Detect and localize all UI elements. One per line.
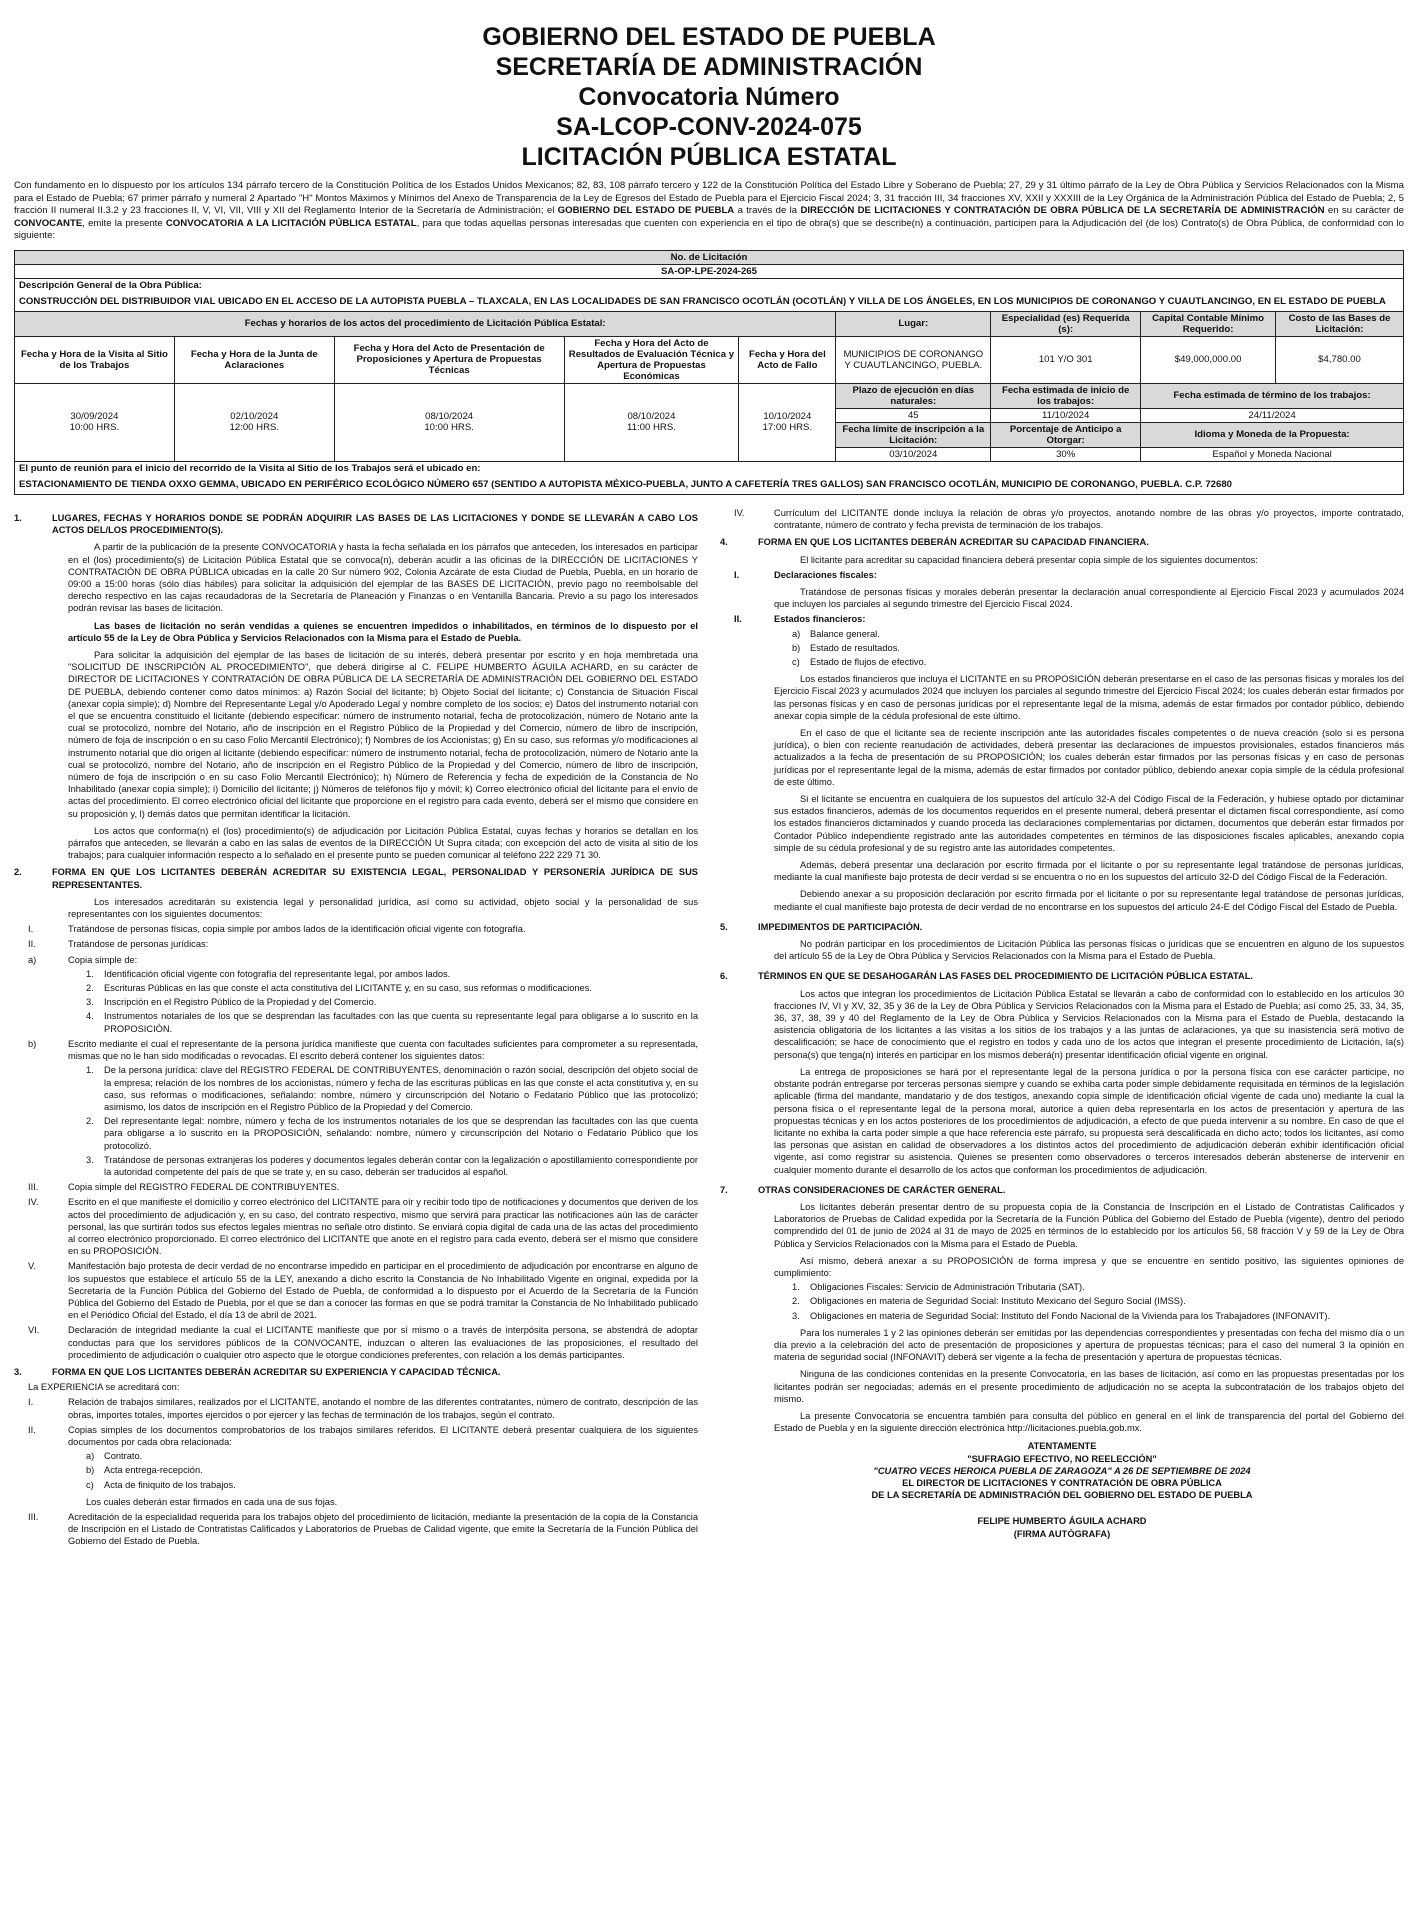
section-3-ii-b <box>86 1464 698 1476</box>
item-text: De la persona jurídica: clave del REGISTRO FEDERAL DE CONTRIBUYENTES, denominación o razón social, descripción del objeto social de la empresa; relación de los nombres de los accionistas, número y fecha de las escrituras públicas en las que conste el acta constitutiva y, en su caso, sus reformas o modificaciones, señalando: nombre, número y circunscripción del Notario o Fedatario Público que las protocolizó; asimismo, los datos de inscripción en el Registro Público de la Propiedad y del Comercio. <box>104 1065 698 1112</box>
roman-marker: II. <box>734 614 742 625</box>
section-5-p1: No podrán participar en los procedimientos de Licitación Pública las personas físicas o jurídicas que se encuentren en alguno de los supuestos del artículo 55 de la Ley de Obra Pública y Servicios Relacionados con la Misma para el Estado de Puebla. <box>774 939 1404 962</box>
roman-marker: II. <box>28 1424 36 1435</box>
col-fallo-header: Fecha y Hora del Acto de Fallo <box>739 336 836 383</box>
letter-marker: b) <box>86 1465 95 1476</box>
section-5-heading <box>720 921 1404 933</box>
section-1-p4: Los actos que conforma(n) el (los) procedimiento(s) de adjudicación por Licitación Pública Estatal, cuyas fechas y horarios se detallan en los párrafos que anteceden, se llevarán a cabo en las salas de eventos de la DIRECCIÓN Ut Supra citada; con excepción del acto de visita al sitio de los trabajos; para cualquier información respecto a lo señalado en el presente punto se pueden comunicar al teléfono 222 229 71 30. <box>68 825 698 861</box>
section-2-item-ii <box>28 938 698 950</box>
item-text: Tratándose de personas jurídicas: <box>68 939 209 950</box>
col-junta-header: Fecha y Hora de la Junta de Aclaraciones <box>174 336 334 383</box>
especialidad-value: 101 Y/O 301 <box>991 336 1141 383</box>
junta-fecha: 02/10/2024 <box>230 411 279 423</box>
section-4-item-ii <box>734 613 1404 625</box>
item-text: Copia simple del REGISTRO FEDERAL DE CONTRIBUYENTES. <box>68 1182 340 1193</box>
punto-reunion-label: El punto de reunión para el inicio del recorrido de la Visita al Sitio de los Trabajos será el ubicado en: <box>15 461 1404 475</box>
section-2-heading <box>14 866 698 890</box>
item-text: Estado de flujos de efectivo. <box>810 657 927 667</box>
item-text: Copias simples de los documentos comprobatorios de los trabajos similares referidos. El LICITANTE deberá presentar cualquiera de los siguientes documentos por cada obra relacionada: <box>68 1424 698 1447</box>
anticipo-value: 30% <box>991 447 1141 461</box>
section-4-p1: El licitante para acreditar su capacidad financiera deberá presentar copia simple de los siguientes documentos: <box>800 554 1258 565</box>
signature-motto: "SUFRAGIO EFECTIVO, NO REELECCIÓN" <box>967 1453 1157 1464</box>
section-3-ii-c <box>86 1479 698 1491</box>
visita-fecha: 30/09/2024 <box>70 411 119 423</box>
section-6-p1: Los actos que integran los procedimientos de Licitación Pública Estatal se llevarán a cabo de conformidad con lo establecido en los artículos 30 fracciones IV, VI y XV, 32, 35 y 36 de la Ley de Obra Pública y Servicios Relacionados con la Misma para el Estado de Puebla; así como 25, 33, 34, 35, 36, 37, 38, 39 y 40 del Reglamento de la Ley de Obra Pública y Servicios Relacionados con la Misma para el Estado de Puebla, destacando la asistencia obligatoria de los licitantes a las visitas a los sitios de los trabajos y a las juntas de aclaraciones, ya que su inasistencia será motivo de descalificación; se hace de conocimiento que el registro en todos y cada uno de los actos que integran el presente procedimiento de Licitación, la(s) persona(s) que tenga(n) interés en participar en los mismos deberá(n) presentar identificación oficial vigente en original. <box>774 988 1404 1060</box>
fallo-cell <box>739 383 836 461</box>
letter-marker: b) <box>28 1038 37 1049</box>
section-1-number: 1. <box>14 512 22 523</box>
item-text: Escrito mediante el cual el representante de la persona jurídica manifieste que cuenta con facultades suficientes para comprometer a su representada, mismas que no le han sido modificadas o revocadas. El escrito deberá contener los siguientes datos: <box>68 1038 698 1062</box>
presentacion-fecha: 08/10/2024 <box>425 411 474 423</box>
number-marker: 3. <box>86 997 94 1008</box>
section-2-item-i <box>28 923 698 935</box>
number-marker: 2. <box>86 1116 94 1127</box>
signature-note: (FIRMA AUTÓGRAFA) <box>1013 1528 1111 1539</box>
signature-place-date <box>720 1465 1404 1477</box>
section-2-item-iv <box>28 1196 698 1257</box>
intro-bold-1: GOBIERNO DEL ESTADO DE PUEBLA <box>557 205 735 217</box>
section-4-p6: Además, deberá presentar una declaración por escrito firmada por el licitante o por su representante legal tratándose de personas jurídicas, mediante la cual manifieste bajo protesta de decir verdad si se encuentra o no en los supuestos del artículo 32-D del Código Fiscal de la Federación. <box>774 860 1404 883</box>
licitacion-table <box>14 250 1404 495</box>
item-text: Contrato. <box>104 1451 143 1462</box>
section-6-number: 6. <box>720 971 728 982</box>
intro-paragraph <box>14 180 1404 243</box>
no-licitacion-value: SA-OP-LPE-2024-265 <box>15 264 1404 278</box>
section-3-p1 <box>28 1381 698 1393</box>
intro-text-3: en su carácter de <box>1324 205 1405 217</box>
item-text: Del representante legal: nombre, número y fecha de los instrumentos notariales de los que se desprendan las facultades con las que cuenta para obligarse a lo suscrito en la PROPOSICIÓN, señalando: nombre, número y circunscripción del Notario o Fedatario Público que los protocolizó. <box>104 1116 698 1151</box>
section-5-number: 5. <box>720 921 728 932</box>
section-7-heading <box>720 1184 1404 1196</box>
number-marker: 3. <box>86 1154 94 1165</box>
header-licitacion-type: LICITACIÓN PÚBLICA ESTATAL <box>521 143 897 171</box>
section-3-p2: Los cuales deberán estar firmados en cada una de sus fojas. <box>86 1496 338 1507</box>
punto-reunion-value: ESTACIONAMIENTO DE TIENDA OXXO GEMMA, UBICADO EN PERIFÉRICO ECOLÓGICO NÚMERO 657 (SENTIDO A AUTOPISTA MÉXICO-PUEBLA, JUNTO A CAFETERÍA TRES GALLOS) SAN FRANCISCO OCOTLÁN, MUNICIPIO DE CORONANGO, PUEBLA. C.P. 72680 <box>15 475 1404 495</box>
lugar-label: Lugar: <box>836 311 991 336</box>
limite-inscripcion-label: Fecha límite de inscripción a la Licitación: <box>836 422 991 447</box>
section-4-p2: Tratándose de personas físicas y morales deberán presentar la declaración anual correspondiente al Ejercicio Fiscal 2023 y acumulados 2024 que incluyen los parciales al segundo trimestre del Ejercicio Fiscal 2024. <box>774 586 1404 610</box>
item-text: Inscripción en el Registro Público de la Propiedad y del Comercio. <box>104 997 377 1008</box>
item-text: Acreditación de la especialidad requerida para los trabajos objeto del procedimiento de licitación, mediante la presentación de la copia de la Constancia de Inscripción en el Listado de Contratistas Calificados y Laboratorios de Pruebas de Calidad vigente, que emite la Secretaría de la Función Pública del Gobierno del Estado de Puebla. <box>68 1512 698 1547</box>
item-text: Balance general. <box>810 628 880 639</box>
letter-marker: c) <box>792 657 800 667</box>
roman-marker: I. <box>28 1397 34 1408</box>
section-4-ii-c <box>792 656 1404 668</box>
item-text: Identificación oficial vigente con fotografía del representante legal, por ambos lados. <box>104 968 451 979</box>
intro-text-1: Con fundamento en lo dispuesto por los artículos 134 párrafo tercero de la Constitución Política de los Estados Unidos Mexicanos; 82, 83, 108 párrafo tercero y 122 de la Constitución Política del Estado Libre y Soberano de Puebla; 27, 29 y 31 último párrafo de la Ley de Obra Pública y Servicios Relacionados con la Misma para el Estado de Puebla; 67 primer párrafo y numeral 2 Apartado "H" Montos Máximos y Mínimos del Anexo de Transparencia de la Ley de Egresos del Estado de Puebla para el Ejercicio Fiscal 2024; 3, 31 fracción III, 34 fracciones XV, XXII y XXXIII de la Ley Orgánica de la Administración Pública del Estado de Puebla; 2, 5 fracción II numeral II.3.2 y 23 fracciones II, V, VI, VII, VIII y XII del Reglamento Interior de la Secretaría de Administración; el <box>14 180 1404 217</box>
signature-spacer <box>720 1501 1404 1515</box>
section-1-p1: A partir de la publicación de la presente CONVOCATORIA y hasta la fecha señalada en los párrafos que anteceden, los interesados en participar en el (los) procedimiento(s) de Licitación Pública Estatal que se convoca(n), deberán acudir a las oficinas de la DIRECCIÓN DE LICITACIONES Y CONTRATACIÓN DE OBRA PÚBLICA ubicadas en la calle 20 Sur número 902, Colonia Azcárate de esta Ciudad de Puebla, Puebla, en un horario de 09:00 a 15:00 horas (sólo días hábiles) para solicitar la adquisición del ejemplar de las BASES DE LICITACIÓN, previo pago no reembolsable del derecho respectivo en las cajas recaudadoras de la Secretaría de Planeación y Finanzas o en Ventanilla Bancaria. Previo a su pago los interesados podrán revisar las bases de licitación. <box>68 542 698 614</box>
number-marker: 2. <box>792 1296 800 1307</box>
item-text: La EXPERIENCIA se acreditará con: <box>28 1382 180 1393</box>
section-6-heading <box>720 970 1404 982</box>
item-text: Instrumentos notariales de los que se desprendan las facultades con las que cuenta su representante legal para obligarse a lo suscrito en la PROPOSICIÓN. <box>104 1011 698 1034</box>
intro-bold-4: CONVOCATORIA A LA LICITACIÓN PÚBLICA ESTATAL <box>165 217 417 229</box>
section-4-p7: Debiendo anexar a su proposición declaración por escrito firmada por el licitante o por su representante legal tratándose de personas jurídicas, mediante el cual manifieste bajo protesta de decir verdad de no encontrarse en los supuestos del artículo 24-E del Código Fiscal del Estado de Puebla. <box>774 889 1404 912</box>
resultados-cell <box>564 383 739 461</box>
section-4-ii-a <box>792 628 1404 640</box>
section-1-heading <box>14 512 698 536</box>
section-2-b-1 <box>86 1064 698 1113</box>
item-text: Acta de finiquito de los trabajos. <box>104 1479 236 1490</box>
item-text: Tratándose de personas físicas, copia simple por ambos lados de la identificación oficial vigente con fotografía. <box>68 924 526 935</box>
section-4-heading <box>720 536 1404 548</box>
intro-text-4: , emite la presente <box>82 217 166 229</box>
resultados-fecha: 08/10/2024 <box>627 411 676 423</box>
capital-value: $49,000,000.00 <box>1141 336 1276 383</box>
letter-marker: a) <box>86 1451 95 1462</box>
idioma-value: Español y Moneda Nacional <box>1141 447 1404 461</box>
number-marker: 2. <box>86 983 94 994</box>
section-1-p3: Para solicitar la adquisición del ejemplar de las bases de licitación de su interés, deberá presentar por escrito y en hoja membretada una "SOLICITUD DE INSCRIPCIÓN AL PROCEDIMIENTO", que deberá dirigirse al C. FELIPE HUMBERTO ÁGUILA ACHARD, en su carácter de DIRECTOR DE LICITACIONES Y CONTRATACIÓN DE OBRA PÚBLICA DE LA SECRETARÍA DE ADMINISTRACIÓN DEL GOBIERNO DEL ESTADO DE PUEBLA, debiendo contener como datos mínimos: a) Razón Social del licitante; b) Objeto Social del licitante; c) Constancia de Situación Fiscal (anexar copia simple); d) Nombre del Representante Legal y/o Apoderado Legal y nombre completo de los socios; e) Datos del instrumento notarial con el que se encuentra constituido el licitante (debiendo especificar: número de instrumento notarial, fecha de protocolización, número de Notario ante la cual se protocolizó, nombre del Notario, año de inscripción en el Registro Público de la Propiedad y del Comercio, número de libro de inscripción, número de foja de inscripción o en su caso Folio Mercantil Electrónico); f) Nombres de los Accionistas; g) En su caso, sus reformas y/o modificaciones al instrumento notarial que dio origen al licitante (debiendo especificar: número de instrumento notarial, fecha de protocolización, número de Notario ante la cual se protocolizó, nombre del Notario, año de inscripción en el Registro Público de la Propiedad y del Comercio, número de libro de inscripción, número de foja de inscripción o en su caso Folio Mercantil Electrónico); h) Número de Referencia y fecha de expedición de la Constancia de No Inhabilitado (anexar copia simple); i) Domicilio del licitante; j) Números de teléfonos fijo y móvil; k) Correo electrónico oficial del licitante para el envío de actas del procedimiento. El correo electrónico oficial del licitante que proporcione en el registro para cada evento, deberá ser el mismo que considere en su proposición y, l) demás datos que permitan identificar la licitación. <box>68 650 698 819</box>
section-2-item-vi <box>28 1324 698 1361</box>
number-marker: 1. <box>792 1282 800 1293</box>
section-2-item-v <box>28 1260 698 1321</box>
costo-bases-label: Costo de las Bases de Licitación: <box>1276 311 1404 336</box>
section-2-item-b <box>28 1038 698 1062</box>
especialidad-label: Especialidad (es) Requerida (s): <box>991 311 1141 336</box>
section-5-title: IMPEDIMENTOS DE PARTICIPACIÓN. <box>758 921 923 932</box>
header-secretaria: SECRETARÍA DE ADMINISTRACIÓN <box>495 53 923 81</box>
section-7-title: OTRAS CONSIDERACIONES DE CARÁCTER GENERAL. <box>758 1184 1006 1195</box>
section-7-p1: Los licitantes deberán presentar dentro de su propuesta copia de la Constancia de Inscripción en el Listado de Contratistas Calificados y Laboratorios de Pruebas de Calidad expedida por la Secretaría de la Función Pública del Gobierno del Estado de Puebla (vigente), dentro del periodo comprendido del 01 de junio de 2024 al 31 de mayo de 2025 en términos de lo establecido por los artículos 56, 58 fracción V y 59 de la Ley de Obra Pública y Servicios Relacionados con la Misma para el Estado de Puebla. <box>774 1201 1404 1249</box>
plazo-value: 45 <box>836 408 991 422</box>
item-text: Acta entrega-recepción. <box>104 1465 203 1476</box>
item-text: Escrito en el que manifieste el domicilio y correo electrónico del LICITANTE para oír y recibir todo tipo de notificaciones y documentos que deriven de los actos del procedimiento de adjudicación y, en su caso, del contrato respectivo, mismo que servirá para practicar las notificaciones aún las de carácter personal, las que surtirán todos sus efectos legales mientras no señale otro distinto. Se enviará copia digital de cada una de las actas del procedimiento al correo electrónico proporcionado. El correo electrónico del LICITANTE que anote en el registro para cada evento, deberá ser el mismo que considere en su PROPOSICIÓN. <box>68 1197 698 1257</box>
signature-place-date-text: "CUATRO VECES HEROICA PUEBLA DE ZARAGOZA" A 26 DE SEPTIEMBRE DE 2024 <box>873 1465 1251 1476</box>
section-7-p3: Para los numerales 1 y 2 las opiniones deberán ser emitidas por las dependencias correspondientes y presentadas con fecha del mismo día o un día previo a la celebración del acto de presentación de proposiciones y apertura de propuestas técnicas; para el caso del numeral 3 la opinión en materia de seguridad social (INFONAVIT) deberá ser vigente a la fecha de presentación y apertura de propuestas técnicas. <box>774 1327 1404 1363</box>
fallo-fecha: 10/10/2024 <box>763 411 812 423</box>
col-presentacion-header: Fecha y Hora del Acto de Presentación de Proposiciones y Apertura de Propuestas Técnicas <box>334 336 564 383</box>
signature-atentamente: ATENTAMENTE <box>1027 1441 1097 1452</box>
item-text: Obligaciones Fiscales: Servicio de Administración Tributaria (SAT). <box>810 1282 1085 1293</box>
header-convocatoria-number: SA-LCOP-CONV-2024-075 <box>556 113 862 141</box>
section-3-number: 3. <box>14 1366 22 1377</box>
section-3-item-i <box>28 1396 698 1420</box>
roman-marker: III. <box>28 1182 39 1193</box>
intro-bold-3: CONVOCANTE <box>14 217 83 229</box>
no-licitacion-label: No. de Licitación <box>15 250 1404 264</box>
section-4-p4: En el caso de que el licitante sea de reciente inscripción ante las autoridades fiscales competentes o de nueva creación (solo si es persona jurídica), o bien con reciente reanudación de actividades, deberá presentar las declaraciones de impuestos provisionales, estados financieros más actualizados a la fecha de presentación de su PROPOSICIÓN; los cuales deberán estar firmados por las personas físicas y en caso de personas jurídicas por el representante legal de la misma, además de estar firmados por contador público, debiendo anexar copia simple de la cédula profesional de este último. <box>774 728 1404 787</box>
section-3-ii-a <box>86 1450 698 1462</box>
signature-block <box>720 1440 1404 1539</box>
section-2-a-3 <box>86 996 698 1008</box>
presentacion-cell <box>334 383 564 461</box>
col-resultados-header: Fecha y Hora del Acto de Resultados de Evaluación Técnica y Apertura de Propuestas Económicas <box>564 336 739 383</box>
section-7-op-3 <box>792 1310 1404 1322</box>
item-text: Currículum del LICITANTE donde incluya la relación de obras y/o proyectos, anotando nombre de las obras y/o proyectos, importe contratado, contratante, número de contrato y fecha prevista de terminación de los trabajos. <box>774 507 1404 531</box>
section-6-p2: La entrega de proposiciones se hará por el representante legal de la persona jurídica o por la persona física con ese carácter participe, no obstante podrán entregarse por terceras personas siempre y cuando se exhiba carta poder simple debidamente requisitada en términos de la legislación aplicable (firma del mandante, mandatario y de dos testigos, anexando copia simple de identificación oficial vigente de cada uno) mediante la cual la persona física o el representante legal de la persona moral, autorice a quien deba representarla en los actos de presentación y apertura de las propuestas técnicas y en los actos posteriores de los procedimientos de adjudicación, a efecto de que pueda intervenir a su nombre. En caso de que el licitante no exhiba la carta poder simple a que hace referencia este párrafo, su propuesta será descalificada en dicho acto; todos los licitantes, así como las personas que asistan en calidad de observadores a los distintos actos del procedimiento de adjudicación deberán exhibir identificación oficial vigente, así como registrar su asistencia. Quienes se presenten como observadores o terceros interesados deberán abstenerse de intervenir en cualquier momento durante el desarrollo de los actos que conforman los procedimientos de adjudicación. <box>774 1066 1404 1175</box>
header-government: GOBIERNO DEL ESTADO DE PUEBLA <box>482 23 936 51</box>
section-2-number: 2. <box>14 867 22 878</box>
section-4-number: 4. <box>720 537 728 548</box>
fechas-label: Fechas y horarios de los actos del procedimiento de Licitación Pública Estatal: <box>15 311 836 336</box>
item-text: Tratándose de personas extranjeras los poderes y documentos legales deberán contar con la legalización o apostillamiento correspondiente por la autoridad competente del país de que se trate y, en su caso, deberán ser traducidos al español. <box>104 1154 698 1177</box>
inicio-value: 11/10/2024 <box>991 408 1141 422</box>
section-2-b-2 <box>86 1115 698 1152</box>
item-text: Manifestación bajo protesta de decir verdad de no encontrarse impedido en participar en el procedimiento de adjudicación por encontrarse en alguno de los supuestos que establece el artículo 55 de la LEY, anexando a dicho escrito la Constancia de No Inhabilitado Vigente en original, expedida por la Secretaría de la Función Pública del Gobierno del Estado de Puebla, de conformidad a lo dispuesto por el Acuerdo de la Secretaría de la Función Pública del Gobierno del Estado de Puebla, por el que se dan a conocer las formas en que se podrá tramitar la Constancia de No Inhabilitado publicado en el Periódico Oficial del Estado, el día 13 de abril de 2021. <box>68 1261 698 1321</box>
intro-text-5: , para que todas aquellas personas interesadas que cuenten con experiencia en el tipo de obra(s) que se describe(n) a continuación, participen para la Adjudicación del (de los) Contrato(s) de Obra Pública, de conformidad con lo siguiente: <box>14 217 1405 242</box>
section-3-item-iv <box>734 507 1404 531</box>
number-marker: 4. <box>86 1011 94 1022</box>
presentacion-hora: 10:00 HRS. <box>424 422 474 434</box>
roman-marker: III. <box>28 1512 39 1522</box>
roman-marker: V. <box>28 1261 36 1272</box>
section-2-title: FORMA EN QUE LOS LICITANTES DEBERÁN ACREDITAR SU EXISTENCIA LEGAL, PERSONALIDAD Y PERSONERÍA JURÍDICA DE SUS REPRESENTANTES. <box>52 867 698 890</box>
roman-marker: II. <box>28 939 36 950</box>
roman-marker: VI. <box>28 1325 40 1336</box>
item-text: Relación de trabajos similares, realizados por el LICITANTE, anotando el nombre de las diferentes contratantes, número de contrato, descripción de las obras, importes totales, importes ejercidos o por ejercer y las fechas de terminación de los trabajos, según el contrato. <box>68 1397 698 1420</box>
section-2-item-iii <box>28 1181 698 1193</box>
section-2-a-4 <box>86 1010 698 1034</box>
roman-marker: I. <box>734 569 740 580</box>
termino-label: Fecha estimada de término de los trabajos: <box>1141 383 1404 408</box>
body-columns <box>14 507 1404 1548</box>
intro-text-2: a través de la <box>734 205 801 217</box>
capital-label: Capital Contable Mínimo Requerido: <box>1141 311 1276 336</box>
signature-name: FELIPE HUMBERTO ÁGUILA ACHARD <box>977 1516 1147 1527</box>
number-marker: 1. <box>86 1065 94 1076</box>
junta-cell <box>174 383 334 461</box>
right-column <box>720 507 1404 1548</box>
descripcion-label: Descripción General de la Obra Pública: <box>15 278 1404 292</box>
section-1-title: LUGARES, FECHAS Y HORARIOS DONDE SE PODRÁN ADQUIRIR LAS BASES DE LAS LICITACIONES Y DONDE SE LLEVARÁN A CABO LOS ACTOS DEL/LOS PROCEDIMIENTO(S). <box>52 512 698 536</box>
item-text: Estado de resultados. <box>810 642 900 653</box>
section-2-a-1 <box>86 968 698 980</box>
section-6-title: TÉRMINOS EN QUE SE DESAHOGARÁN LAS FASES DEL PROCEDIMIENTO DE LICITACIÓN PÚBLICA ESTATAL. <box>758 971 1254 982</box>
section-3-item-iii <box>28 1511 698 1548</box>
section-4-p3: Los estados financieros que incluya el LICITANTE en su PROPOSICIÓN deberán presentarse en el caso de las personas físicas y morales los del Ejercicio Fiscal 2023 y acumulados 2024 que incluyen los parciales al segundo trimestre del Ejercicio Fiscal 2024; los cuales deberán estar firmados por las personas físicas y en caso de personas jurídicas por el representante legal de la misma, además de estar firmados por contador público, debiendo anexar copia simple de la cédula profesional de este último. <box>774 674 1404 721</box>
item-text: Obligaciones en materia de Seguridad Social: Instituto del Fondo Nacional de la Vivienda para los Trabajadores (INFONAVIT). <box>810 1310 1331 1321</box>
descripcion-value: CONSTRUCCIÓN DEL DISTRIBUIDOR VIAL UBICADO EN EL ACCESO DE LA AUTOPISTA PUEBLA – TLAXCALA, EN LAS LOCALIDADES DE SAN FRANCISCO OCOTLÁN (OCOTLÁN) Y VILLA DE LOS ÁNGELES, EN LOS MUNICIPIOS DE CORONANGO Y CUAUTLANCINGO, EN EL ESTADO DE PUEBLA <box>15 292 1404 312</box>
item-text: Escrituras Públicas en las que conste el acta constitutiva del LICITANTE y, en su caso, sus reformas o modificaciones. <box>104 983 592 994</box>
inicio-label: Fecha estimada de inicio de los trabajos: <box>991 383 1141 408</box>
number-marker: 1. <box>86 968 94 979</box>
plazo-label: Plazo de ejecución en días naturales: <box>836 383 991 408</box>
signature-role-2: DE LA SECRETARÍA DE ADMINISTRACIÓN DEL GOBIERNO DEL ESTADO DE PUEBLA <box>871 1490 1253 1501</box>
roman-marker: I. <box>28 924 34 935</box>
item-text: Copia simple de: <box>68 954 138 965</box>
limite-inscripcion-value: 03/10/2024 <box>836 447 991 461</box>
visita-hora: 10:00 HRS. <box>69 422 120 434</box>
roman-marker: IV. <box>28 1197 39 1208</box>
section-4-title: FORMA EN QUE LOS LICITANTES DEBERÁN ACREDITAR SU CAPACIDAD FINANCIERA. <box>758 537 1149 548</box>
left-column <box>14 507 698 1548</box>
letter-marker: b) <box>792 642 801 653</box>
junta-hora: 12:00 HRS. <box>229 422 280 434</box>
number-marker: 3. <box>792 1310 800 1321</box>
item-text: Obligaciones en materia de Seguridad Social: Instituto Mexicano del Seguro Social (IMSS). <box>810 1296 1186 1307</box>
section-7-p4: Ninguna de las condiciones contenidas en la presente Convocatoria, en las bases de licitación, así como en las propuestas presentadas por los licitantes podrán ser negociadas; además en el presente procedimiento de adjudicación no se acepta la subcontratación de los trabajos objeto del mismo. <box>774 1369 1404 1404</box>
intro-bold-2: DIRECCIÓN DE LICITACIONES Y CONTRATACIÓN DE OBRA PÚBLICA DE LA SECRETARÍA DE ADMINISTRACIÓN <box>800 205 1325 217</box>
termino-value: 24/11/2024 <box>1141 408 1404 422</box>
fallo-hora: 17:00 HRS. <box>762 422 813 434</box>
section-1-p2: Las bases de licitación no serán vendidas a quienes se encuentren impedidos o inhabilitados, en términos de lo dispuesto por el artículo 55 de la Ley de Obra Pública y Servicios Relacionados con la Misma para el Estado de Puebla. <box>68 620 698 643</box>
lugar-value: MUNICIPIOS DE CORONANGO Y CUAUTLANCINGO, PUEBLA. <box>836 336 991 383</box>
section-7-p2: Así mismo, deberá anexar a su PROPOSICIÓN de forma impresa y que se encuentre en sentido positivo, las siguientes opiniones de cumplimiento: <box>774 1255 1404 1278</box>
section-2-p1: Los interesados acreditarán su existencia legal y personalidad jurídica, así como su actividad, objeto social y la personalidad de sus representantes con los siguientes documentos: <box>68 896 698 920</box>
letter-marker: c) <box>86 1479 94 1490</box>
costo-bases-value: $4,780.00 <box>1276 336 1404 383</box>
col-visita-header: Fecha y Hora de la Visita al Sitio de los Trabajos <box>15 336 175 383</box>
idioma-label: Idioma y Moneda de la Propuesta: <box>1141 422 1404 447</box>
section-2-b-3 <box>86 1154 698 1178</box>
section-3-title: FORMA EN QUE LOS LICITANTES DEBERÁN ACREDITAR SU EXPERIENCIA Y CAPACIDAD TÉCNICA. <box>52 1366 501 1377</box>
item-text: Declaraciones fiscales: <box>774 569 877 580</box>
section-7-number: 7. <box>720 1184 728 1195</box>
visita-cell <box>15 383 175 461</box>
section-3-item-ii <box>28 1424 698 1448</box>
section-3-heading <box>14 1366 698 1378</box>
roman-marker: IV. <box>734 507 745 518</box>
item-text: Declaración de integridad mediante la cual el LICITANTE manifieste que por sí mismo o a través de interpósita persona, se abstendrá de adoptar conductas para que los servidores públicos de la CONVOCANTE, induzcan o alteren las evaluaciones de las proposiciones, el resultado del procedimiento de adjudicación o cualquier otro aspecto que le otorgue condiciones preferentes, con relación a los demás participantes. <box>68 1325 698 1360</box>
letter-marker: a) <box>792 628 801 639</box>
section-7-op-2 <box>792 1295 1404 1307</box>
document-header <box>0 0 1418 172</box>
section-2-item-a <box>28 954 698 966</box>
section-2-a-2 <box>86 982 698 994</box>
anticipo-label: Porcentaje de Anticipo a Otorgar: <box>991 422 1141 447</box>
section-4-ii-b <box>792 642 1404 654</box>
resultados-hora: 11:00 HRS. <box>627 422 676 434</box>
item-text: Estados financieros: <box>774 614 866 625</box>
signature-role-1: EL DIRECTOR DE LICITACIONES Y CONTRATACIÓN DE OBRA PÚBLICA <box>902 1477 1222 1488</box>
header-convocatoria-label: Convocatoria Número <box>578 83 840 111</box>
section-7-p5: La presente Convocatoria se encuentra también para consulta del público en general en el link de transparencia del portal del Gobierno del Estado de Puebla y en la siguiente dirección electrónica http://licitaciones.puebla.gob.mx. <box>774 1410 1404 1434</box>
section-7-op-1 <box>792 1281 1404 1293</box>
section-4-item-i <box>734 569 1404 581</box>
section-4-p5: Si el licitante se encuentra en cualquiera de los supuestos del artículo 32-A del Código Fiscal de la Federación, y hubiese optado por dictaminar sus estados financieros, además de los documentos requeridos en el presente numeral, deberá presentar el dictamen fiscal correspondiente, así como los estados financieros dictaminados y cuando proceda las declaraciones complementarias por dictamen, documentos que deberán estar firmados por Contador Público independiente registrado ante las autoridades competentes en términos de las disposiciones fiscales aplicables, anexando copia simple de su cédula profesional y de su registro ante las autoridades competentes. <box>774 794 1404 853</box>
letter-marker: a) <box>28 954 37 965</box>
